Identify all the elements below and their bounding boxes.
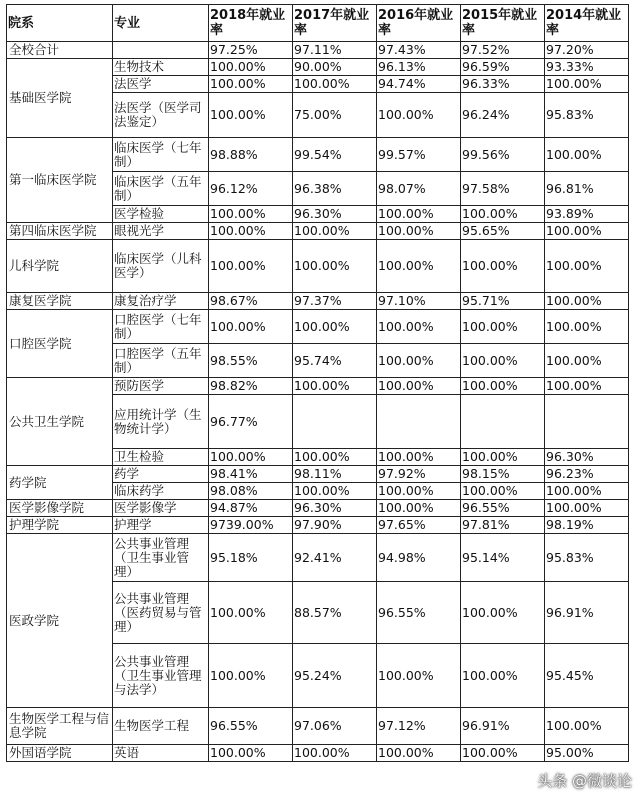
rate-cell: 96.30% — [293, 206, 377, 223]
rate-cell: 100.00% — [545, 138, 629, 172]
rate-cell: 100.00% — [209, 223, 293, 240]
rate-cell: 97.10% — [377, 293, 461, 310]
rate-cell: 96.24% — [461, 93, 545, 138]
rate-cell: 100.00% — [461, 310, 545, 344]
rate-cell: 96.38% — [293, 172, 377, 206]
rate-cell: 100.00% — [461, 483, 545, 500]
rate-cell: 100.00% — [461, 378, 545, 395]
rate-cell: 100.00% — [545, 500, 629, 517]
college-cell: 康复医学院 — [7, 293, 113, 310]
major-cell: 公共事业管理（卫生事业管理与法学） — [113, 644, 209, 708]
rate-cell: 95.65% — [461, 223, 545, 240]
rate-cell: 100.00% — [377, 93, 461, 138]
rate-cell: 98.15% — [461, 466, 545, 483]
rate-cell: 9739.00% — [209, 517, 293, 534]
major-cell: 公共事业管理（医药贸易与管理） — [113, 582, 209, 644]
table-row — [7, 534, 629, 582]
rate-cell: 96.30% — [545, 449, 629, 466]
major-cell: 临床药学 — [113, 483, 209, 500]
rate-cell: 100.00% — [545, 483, 629, 500]
college-cell: 护理学院 — [7, 517, 113, 534]
rate-cell: 97.25% — [209, 42, 293, 59]
summary-row — [7, 42, 629, 59]
rate-cell: 95.14% — [461, 534, 545, 582]
rate-cell: 93.33% — [545, 59, 629, 76]
major-cell: 医学影像学 — [113, 500, 209, 517]
rate-cell: 96.91% — [545, 582, 629, 644]
rate-cell: 100.00% — [461, 745, 545, 762]
rate-cell: 100.00% — [461, 449, 545, 466]
rate-cell: 97.65% — [377, 517, 461, 534]
rate-cell: 94.87% — [209, 500, 293, 517]
rate-cell: 100.00% — [209, 59, 293, 76]
rate-cell: 97.11% — [293, 42, 377, 59]
column-header: 2018年就业率 — [209, 5, 293, 42]
major-cell: 口腔医学（五年制） — [113, 344, 209, 378]
college-cell: 第四临床医学院 — [7, 223, 113, 240]
rate-cell: 100.00% — [545, 310, 629, 344]
rate-cell: 100.00% — [377, 483, 461, 500]
rate-cell: 96.59% — [461, 59, 545, 76]
rate-cell: 97.92% — [377, 466, 461, 483]
college-cell: 基础医学院 — [7, 59, 113, 138]
college-cell: 医学影像学院 — [7, 500, 113, 517]
column-header: 2017年就业率 — [293, 5, 377, 42]
rate-cell: 100.00% — [209, 240, 293, 293]
table-row — [7, 517, 629, 534]
rate-cell — [545, 395, 629, 449]
rate-cell: 100.00% — [293, 483, 377, 500]
college-cell: 全校合计 — [7, 42, 113, 59]
rate-cell: 100.00% — [377, 644, 461, 708]
rate-cell: 75.00% — [293, 93, 377, 138]
rate-cell: 100.00% — [209, 206, 293, 223]
major-cell: 临床医学（五年制） — [113, 172, 209, 206]
rate-cell: 100.00% — [377, 206, 461, 223]
major-cell: 眼视光学 — [113, 223, 209, 240]
rate-cell: 100.00% — [209, 76, 293, 93]
rate-cell — [461, 395, 545, 449]
rate-cell: 100.00% — [209, 449, 293, 466]
table-row — [7, 466, 629, 483]
rate-cell: 95.00% — [545, 745, 629, 762]
rate-cell: 97.20% — [545, 42, 629, 59]
rate-cell: 100.00% — [209, 745, 293, 762]
rate-cell: 95.71% — [461, 293, 545, 310]
major-cell — [113, 42, 209, 59]
rate-cell: 98.19% — [545, 517, 629, 534]
rate-cell: 98.07% — [377, 172, 461, 206]
college-cell: 外国语学院 — [7, 745, 113, 762]
table-row — [7, 223, 629, 240]
major-cell: 口腔医学（七年制） — [113, 310, 209, 344]
rate-cell: 100.00% — [209, 310, 293, 344]
rate-cell: 94.98% — [377, 534, 461, 582]
rate-cell: 97.43% — [377, 42, 461, 59]
rate-cell: 95.83% — [545, 534, 629, 582]
rate-cell: 98.41% — [209, 466, 293, 483]
rate-cell: 96.13% — [377, 59, 461, 76]
major-cell: 卫生检验 — [113, 449, 209, 466]
rate-cell: 100.00% — [545, 240, 629, 293]
rate-cell: 100.00% — [545, 293, 629, 310]
major-cell: 预防医学 — [113, 378, 209, 395]
rate-cell: 100.00% — [545, 378, 629, 395]
rate-cell: 97.37% — [293, 293, 377, 310]
rate-cell: 99.54% — [293, 138, 377, 172]
rate-cell: 98.67% — [209, 293, 293, 310]
table-row — [7, 138, 629, 172]
major-cell: 医学检验 — [113, 206, 209, 223]
rate-cell: 100.00% — [209, 644, 293, 708]
rate-cell: 99.56% — [461, 138, 545, 172]
rate-cell — [377, 395, 461, 449]
rate-cell: 96.55% — [377, 582, 461, 644]
rate-cell: 97.58% — [461, 172, 545, 206]
major-cell: 临床医学（七年制） — [113, 138, 209, 172]
rate-cell: 90.00% — [293, 59, 377, 76]
rate-cell: 100.00% — [377, 745, 461, 762]
rate-cell: 98.82% — [209, 378, 293, 395]
rate-cell: 97.90% — [293, 517, 377, 534]
rate-cell: 98.08% — [209, 483, 293, 500]
column-header: 2015年就业率 — [461, 5, 545, 42]
rate-cell: 95.45% — [545, 644, 629, 708]
major-cell: 英语 — [113, 745, 209, 762]
rate-cell: 100.00% — [377, 240, 461, 293]
rate-cell — [293, 395, 377, 449]
major-cell: 康复治疗学 — [113, 293, 209, 310]
rate-cell: 100.00% — [377, 378, 461, 395]
college-cell: 口腔医学院 — [7, 310, 113, 378]
rate-cell: 100.00% — [377, 344, 461, 378]
rate-cell: 100.00% — [461, 344, 545, 378]
major-cell: 生物技术 — [113, 59, 209, 76]
column-header: 2016年就业率 — [377, 5, 461, 42]
rate-cell: 98.11% — [293, 466, 377, 483]
rate-cell: 100.00% — [545, 76, 629, 93]
rate-cell: 96.77% — [209, 395, 293, 449]
rate-cell: 100.00% — [461, 240, 545, 293]
rate-cell: 92.41% — [293, 534, 377, 582]
rate-cell: 100.00% — [461, 644, 545, 708]
rate-cell: 98.55% — [209, 344, 293, 378]
rate-cell: 100.00% — [293, 223, 377, 240]
rate-cell: 96.91% — [461, 708, 545, 745]
major-cell: 法医学（医学司法鉴定） — [113, 93, 209, 138]
college-cell: 医政学院 — [7, 534, 113, 708]
rate-cell: 99.57% — [377, 138, 461, 172]
rate-cell: 100.00% — [293, 378, 377, 395]
table-row — [7, 59, 629, 76]
rate-cell: 93.89% — [545, 206, 629, 223]
rate-cell: 96.30% — [293, 500, 377, 517]
rate-cell: 95.18% — [209, 534, 293, 582]
major-cell: 护理学 — [113, 517, 209, 534]
rate-cell: 97.52% — [461, 42, 545, 59]
table-row — [7, 293, 629, 310]
rate-cell: 96.55% — [461, 500, 545, 517]
rate-cell: 100.00% — [293, 240, 377, 293]
rate-cell: 100.00% — [293, 745, 377, 762]
watermark-label: 头条 @微谈论 — [537, 772, 632, 790]
table-row — [7, 745, 629, 762]
column-header: 专业 — [113, 5, 209, 42]
column-header: 院系 — [7, 5, 113, 42]
rate-cell: 97.12% — [377, 708, 461, 745]
rate-cell: 100.00% — [377, 500, 461, 517]
rate-cell: 98.88% — [209, 138, 293, 172]
rate-cell: 100.00% — [293, 449, 377, 466]
major-cell: 法医学 — [113, 76, 209, 93]
employment-rate-table — [6, 4, 629, 762]
rate-cell: 100.00% — [545, 708, 629, 745]
rate-cell: 100.00% — [209, 582, 293, 644]
rate-cell: 100.00% — [461, 582, 545, 644]
college-cell: 公共卫生学院 — [7, 378, 113, 466]
rate-cell: 96.55% — [209, 708, 293, 745]
rate-cell: 97.06% — [293, 708, 377, 745]
rate-cell: 95.24% — [293, 644, 377, 708]
table-row — [7, 310, 629, 344]
rate-cell: 96.81% — [545, 172, 629, 206]
table-row — [7, 378, 629, 395]
rate-cell: 97.81% — [461, 517, 545, 534]
college-cell: 药学院 — [7, 466, 113, 500]
rate-cell: 100.00% — [377, 449, 461, 466]
rate-cell: 96.23% — [545, 466, 629, 483]
rate-cell: 100.00% — [293, 310, 377, 344]
rate-cell: 96.33% — [461, 76, 545, 93]
college-cell: 生物医学工程与信息学院 — [7, 708, 113, 745]
rate-cell: 95.74% — [293, 344, 377, 378]
rate-cell: 100.00% — [545, 223, 629, 240]
major-cell: 应用统计学（生物统计学） — [113, 395, 209, 449]
header-row — [7, 5, 629, 42]
major-cell: 药学 — [113, 466, 209, 483]
major-cell: 生物医学工程 — [113, 708, 209, 745]
college-cell: 第一临床医学院 — [7, 138, 113, 223]
rate-cell: 100.00% — [377, 310, 461, 344]
rate-cell: 100.00% — [377, 223, 461, 240]
rate-cell: 100.00% — [209, 93, 293, 138]
rate-cell: 100.00% — [293, 76, 377, 93]
major-cell: 临床医学（儿科医学） — [113, 240, 209, 293]
college-cell: 儿科学院 — [7, 240, 113, 293]
rate-cell: 88.57% — [293, 582, 377, 644]
rate-cell: 100.00% — [545, 344, 629, 378]
rate-cell: 100.00% — [461, 206, 545, 223]
rate-cell: 95.83% — [545, 93, 629, 138]
rate-cell: 94.74% — [377, 76, 461, 93]
table-row — [7, 240, 629, 293]
table-row — [7, 708, 629, 745]
table-row — [7, 500, 629, 517]
rate-cell: 96.12% — [209, 172, 293, 206]
column-header: 2014年就业率 — [545, 5, 629, 42]
major-cell: 公共事业管理（卫生事业管理） — [113, 534, 209, 582]
